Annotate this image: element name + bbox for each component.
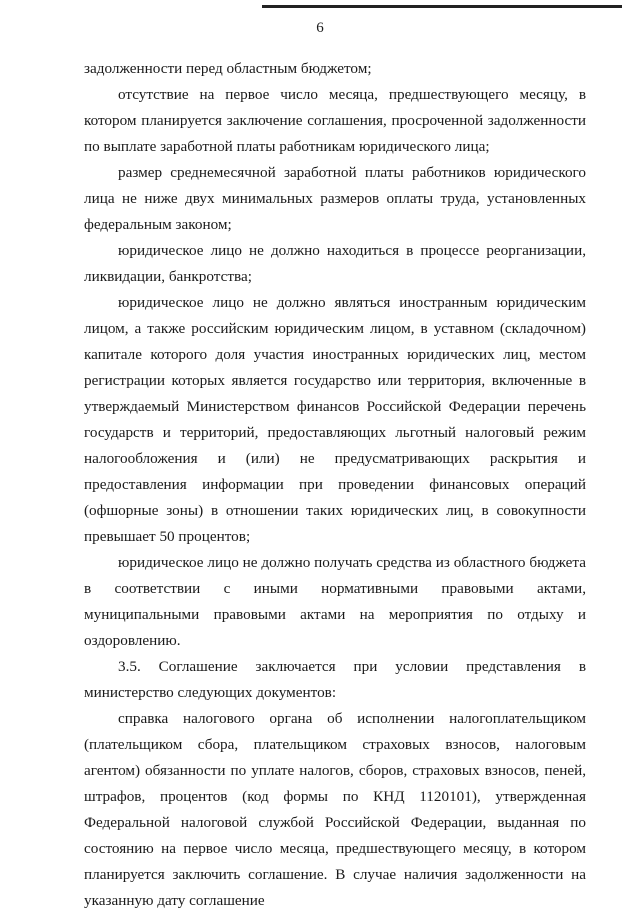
paragraph: справка налогового органа об исполнении налогоплательщиком (плательщиком сбора, плательщиком страховых взносов, налоговым агентом) обязанности по уплате налогов, сборов, страховых взносов, пеней, штрафов, процентов (код формы по КНД 1120101), утвержденная Федеральной налоговой службой Российской Федерации, выданная по состоянию на первое число месяца, предшествующего месяцу, в котором планируется заключить соглашение. В случае наличия задолженности на указанную дату соглашение	[84, 710, 586, 909]
paragraph: юридическое лицо не должно являться иностранным юридическим лицом, а также российским юридическим лицом, в уставном (складочном) капитале которого доля участия иностранных юридических лиц, местом регистрации которых является государство или территория, включенные в утверждаемый Министерством финансов Российской Федерации перечень государств и территорий, предоставляющих льготный налоговый режим налогообложения и (или) не предусматривающих раскрытия и предоставления информации при проведении финансовых операций (офшорные зоны) в отношении таких юридических лиц, в совокупности превышает 50 процентов;	[84, 294, 586, 545]
paragraph: размер среднемесячной заработной платы работников юридического лица не ниже двух минимальных размеров оплаты труда, установленных федеральным законом;	[84, 164, 586, 233]
paragraph: юридическое лицо не должно получать средства из областного бюджета в соответствии с иными нормативными правовыми актами, муниципальными правовыми актами на мероприятия по отдыху и оздоровлению.	[84, 554, 586, 649]
paragraph: 3.5. Соглашение заключается при условии представления в министерство следующих документов:	[84, 658, 586, 701]
paragraph: юридическое лицо не должно находиться в процессе реорганизации, ликвидации, банкротства;	[84, 242, 586, 285]
scan-edge-line	[262, 5, 622, 8]
document-body	[84, 56, 586, 914]
paragraph: отсутствие на первое число месяца, предшествующего месяцу, в котором планируется заключение соглашения, просроченной задолженности по выплате заработной платы работникам юридического лица;	[84, 86, 586, 155]
paragraph: задолженности перед областным бюджетом;	[84, 60, 372, 77]
page-number: 6	[316, 20, 324, 36]
